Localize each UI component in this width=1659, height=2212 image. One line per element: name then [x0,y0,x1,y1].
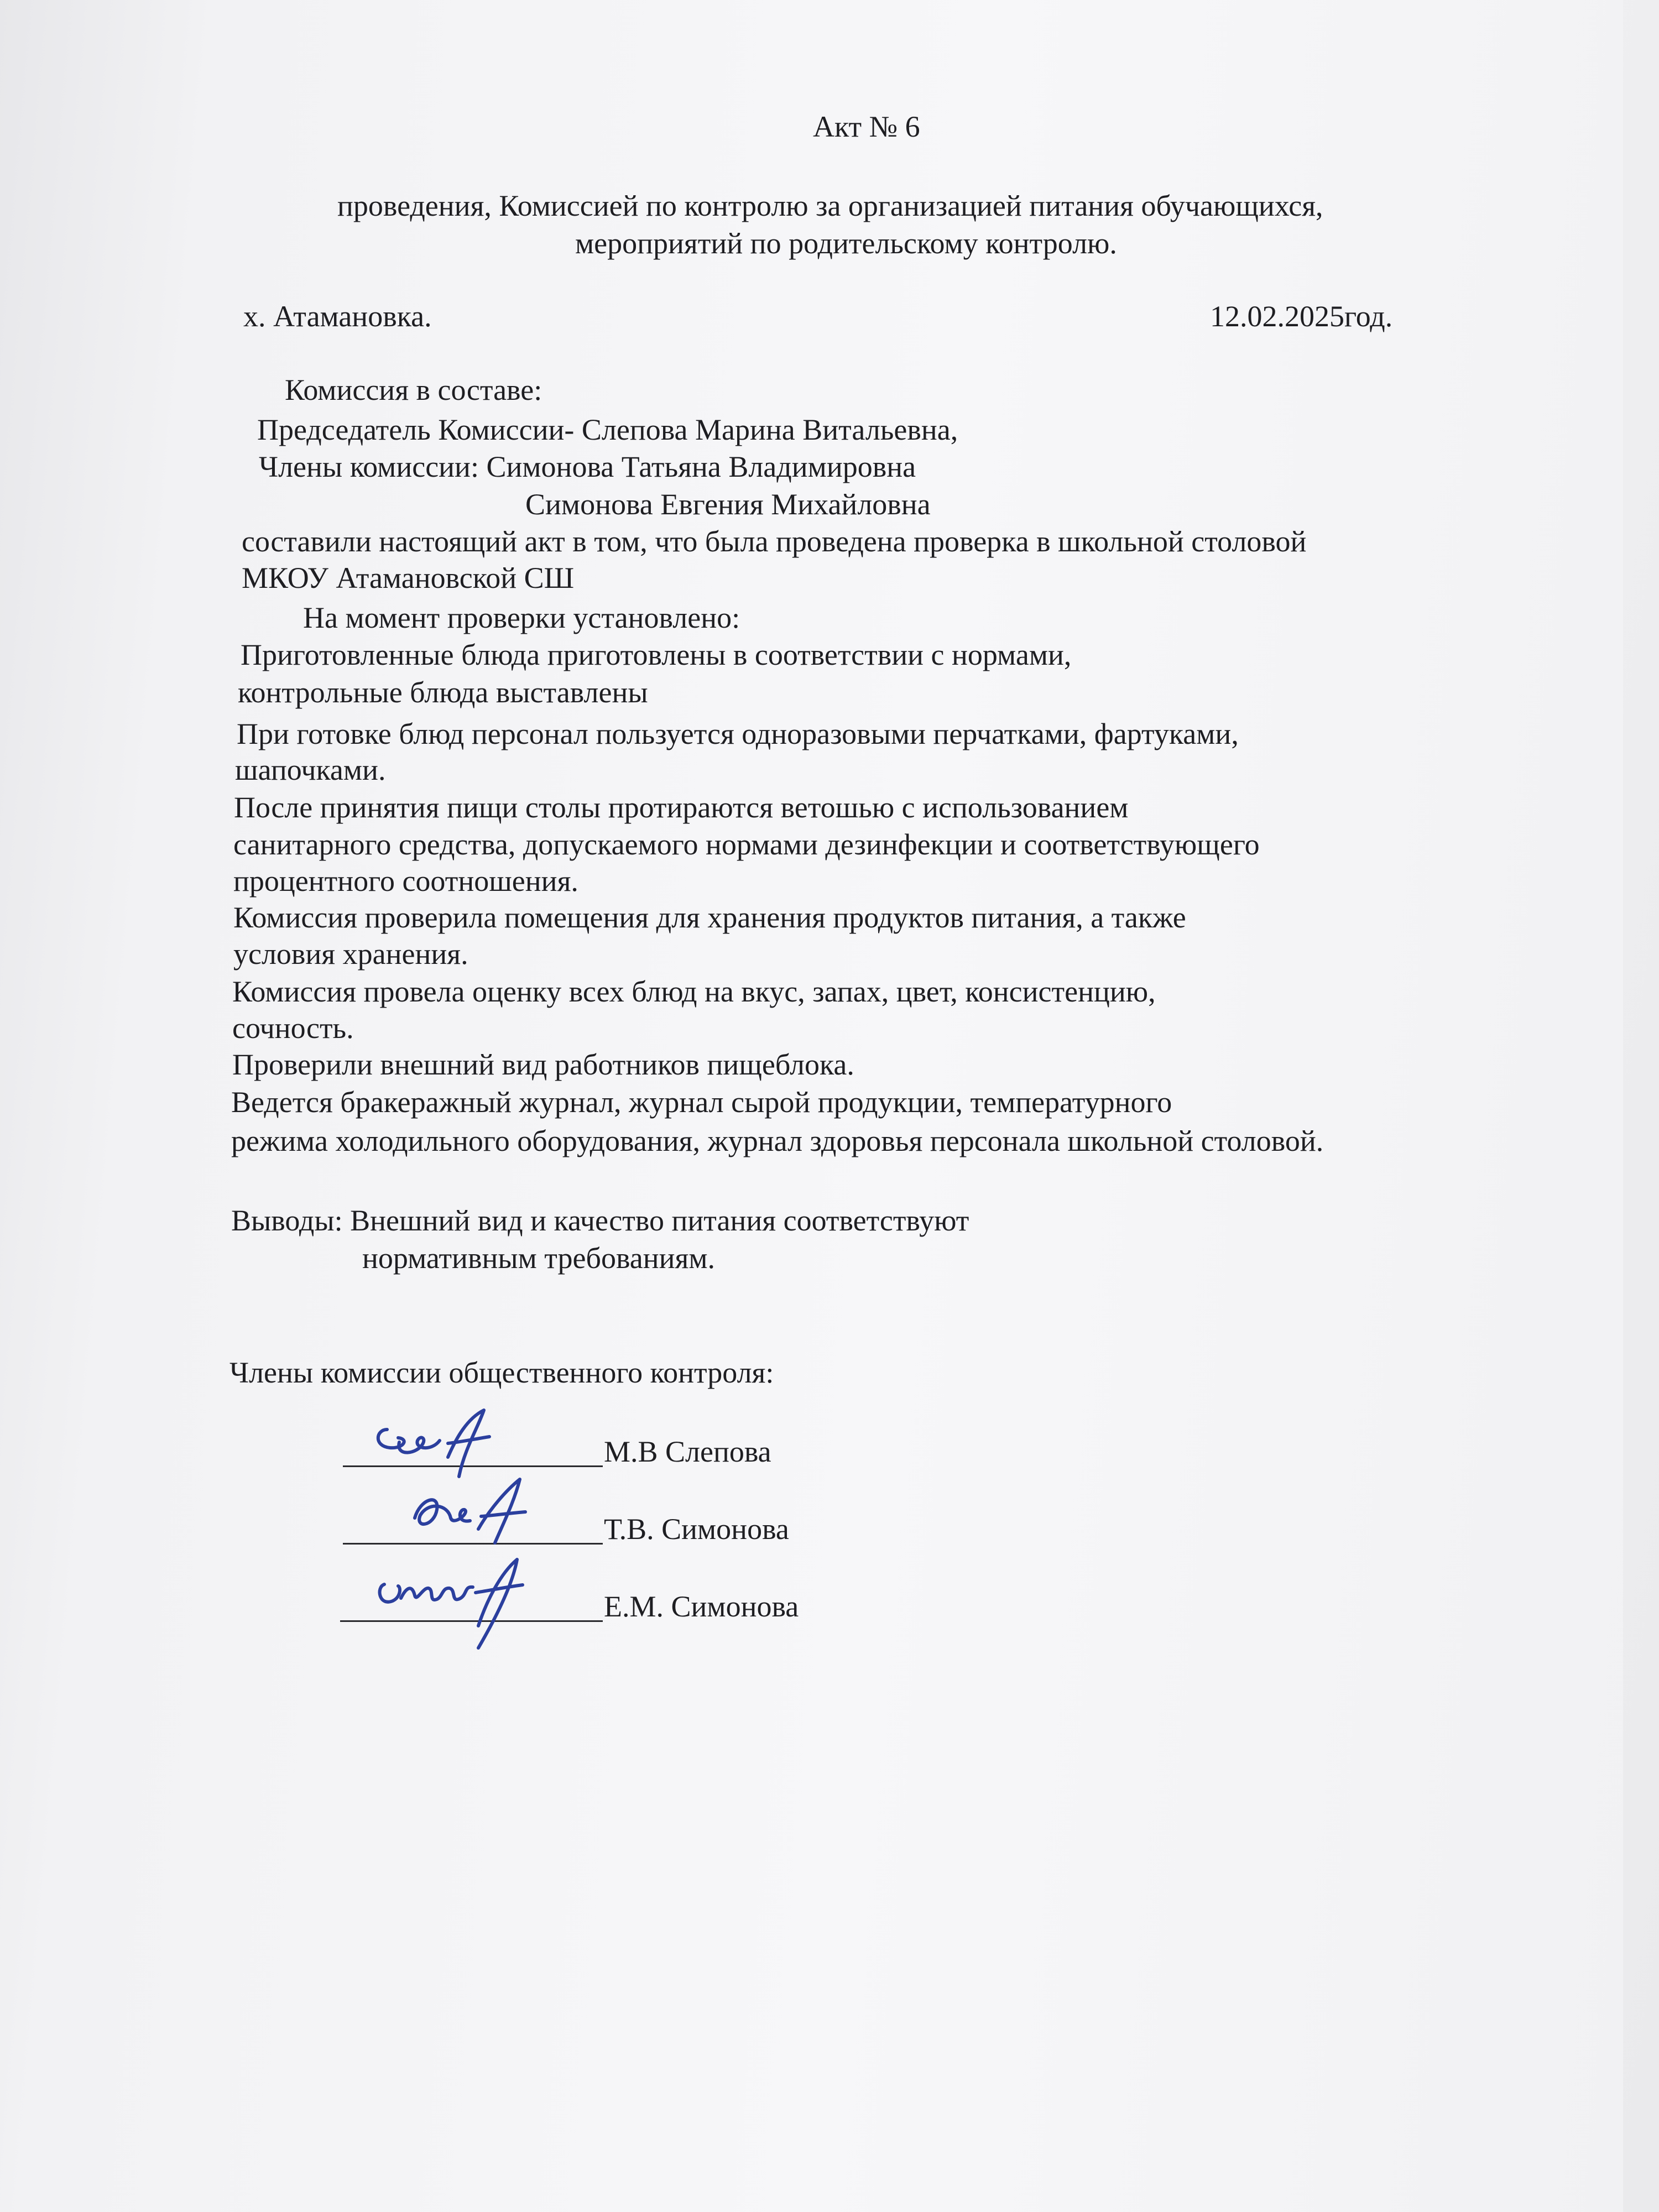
conclusion-line1: Выводы: Внешний вид и качество питания соответствуют [231,1204,969,1237]
body-line: МКОУ Атамановской СШ [242,561,575,594]
commission-members-line2: Симонова Евгения Михайловна [525,488,931,521]
handwritten-signature [365,1405,509,1482]
body-line: шапочками. [235,753,386,786]
commission-members-line1: Члены комиссии: Симонова Татьяна Владимировна [259,450,916,483]
signatory-name: Т.В. Симонова [604,1512,789,1546]
body-line: контрольные блюда выставлены [238,676,648,709]
act-title: Акт № 6 [813,110,920,143]
body-line: Приготовленные блюда приготовлены в соответствии с нормами, [241,638,1072,671]
date: 12.02.2025год. [1210,300,1393,333]
body-line: При готовке блюд персонал пользуется одноразовыми перчатками, фартуками, [237,717,1239,750]
body-line: Ведется бракеражный журнал, журнал сырой продукции, температурного [231,1086,1172,1119]
body-line: условия хранения. [233,937,468,971]
body-line: санитарного средства, допускаемого нормами дезинфекции и соответствующего [233,828,1260,861]
handwritten-signature [398,1477,542,1554]
body-line: Проверили внешний вид работников пищеблока. [232,1048,854,1081]
signatory-name: Е.М. Симонова [604,1590,799,1623]
body-line: Комиссия проверила помещения для хранения продуктов питания, а также [233,901,1186,934]
commission-intro: Комиссия в составе: [285,373,542,406]
body-line: На момент проверки установлено: [303,601,740,634]
commission-chair: Председатель Комиссии- Слепова Марина Витальевна, [257,413,958,446]
act-subtitle-line1: проведения, Комиссией по контролю за организацией питания обучающихся, [337,189,1323,222]
body-line: Комиссия провела оценку всех блюд на вкус, запах, цвет, консистенцию, [232,975,1156,1008]
place: х. Атамановка. [243,300,432,333]
body-line: сочность. [232,1011,354,1045]
act-subtitle-line2: мероприятий по родительскому контролю. [575,227,1117,260]
handwritten-signature [368,1554,534,1653]
body-line: составили настоящий акт в том, что была проведена проверка в школьной столовой [242,525,1307,558]
signatory-name: М.В Слепова [604,1435,771,1468]
body-line: режима холодильного оборудования, журнал здоровья персонала школьной столовой. [231,1124,1324,1157]
signatures-heading: Члены комиссии общественного контроля: [229,1356,774,1389]
body-line: процентного соотношения. [233,864,578,898]
body-line: После принятия пищи столы протираются ветошью с использованием [234,791,1129,824]
conclusion-line2: нормативным требованиям. [362,1241,716,1275]
